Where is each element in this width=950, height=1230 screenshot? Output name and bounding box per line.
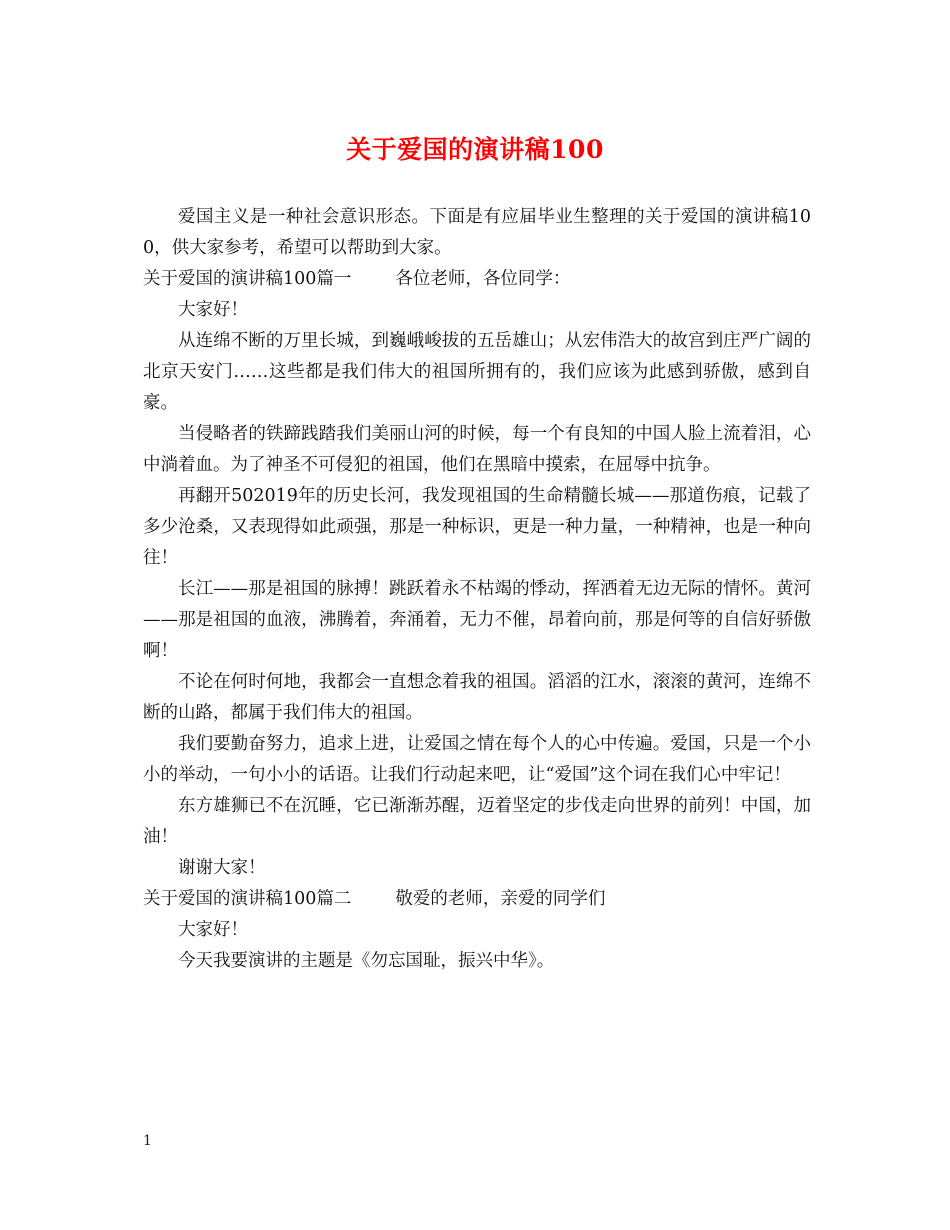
section-title: 关于爱国的演讲稿100篇一 (143, 269, 352, 289)
paragraph: 当侵略者的铁蹄践踏我们美丽山河的时候，每一个有良知的中国人脸上流着泪，心中淌着血。为了神圣不可侵犯的祖国，他们在黑暗中摸索，在屈辱中抗争。 (143, 424, 811, 475)
paragraph: 不论在何时何地，我都会一直想念着我的祖国。滔滔的江水，滚滚的黄河，连绵不断的山路，都属于我们伟大的祖国。 (143, 672, 811, 723)
section-heading-1 (143, 264, 811, 295)
document-body (143, 202, 811, 977)
section-title: 关于爱国的演讲稿100篇二 (143, 889, 352, 909)
paragraph: 大家好！ (178, 920, 248, 940)
paragraph: 大家好！ (178, 300, 248, 320)
section-salutation: 敬爱的老师，亲爱的同学们 (395, 889, 606, 909)
page-number: 1 (143, 1133, 152, 1149)
paragraph: 长江——那是祖国的脉搏！跳跃着永不枯竭的悸动，挥洒着无边无际的情怀。黄河——那是祖国的血液，沸腾着，奔涌着，无力不催，昂着向前，那是何等的自信好骄傲啊！ (143, 579, 811, 661)
intro-paragraph: 爱国主义是一种社会意识形态。下面是有应届毕业生整理的关于爱国的演讲稿100，供大家参考，希望可以帮助到大家。 (143, 207, 811, 258)
paragraph: 今天我要演讲的主题是《勿忘国耻，振兴中华》。 (178, 951, 555, 971)
paragraph: 我们要勤奋努力，追求上进，让爱国之情在每个人的心中传遍。爱国，只是一个小小的举动，一句小小的话语。让我们行动起来吧，让“爱国”这个词在我们心中牢记！ (143, 734, 811, 785)
paragraph: 东方雄狮已不在沉睡，它已渐渐苏醒，迈着坚定的步伐走向世界的前列！中国，加油！ (143, 796, 811, 847)
document-title: 关于爱国的演讲稿100 (346, 135, 604, 164)
paragraph: 从连绵不断的万里长城，到巍峨峻拔的五岳雄山；从宏伟浩大的故宫到庄严广阔的北京天安门……这些都是我们伟大的祖国所拥有的，我们应该为此感到骄傲，感到自豪。 (143, 331, 811, 413)
paragraph: 再翻开502019年的历史长河，我发现祖国的生命精髓长城——那道伤痕，记载了多少沧桑，又表现得如此顽强，那是一种标识，更是一种力量，一种精神，也是一种向往！ (143, 486, 811, 568)
section-salutation: 各位老师，各位同学： (395, 269, 571, 289)
paragraph: 谢谢大家！ (178, 858, 266, 878)
section-heading-2 (143, 884, 811, 915)
